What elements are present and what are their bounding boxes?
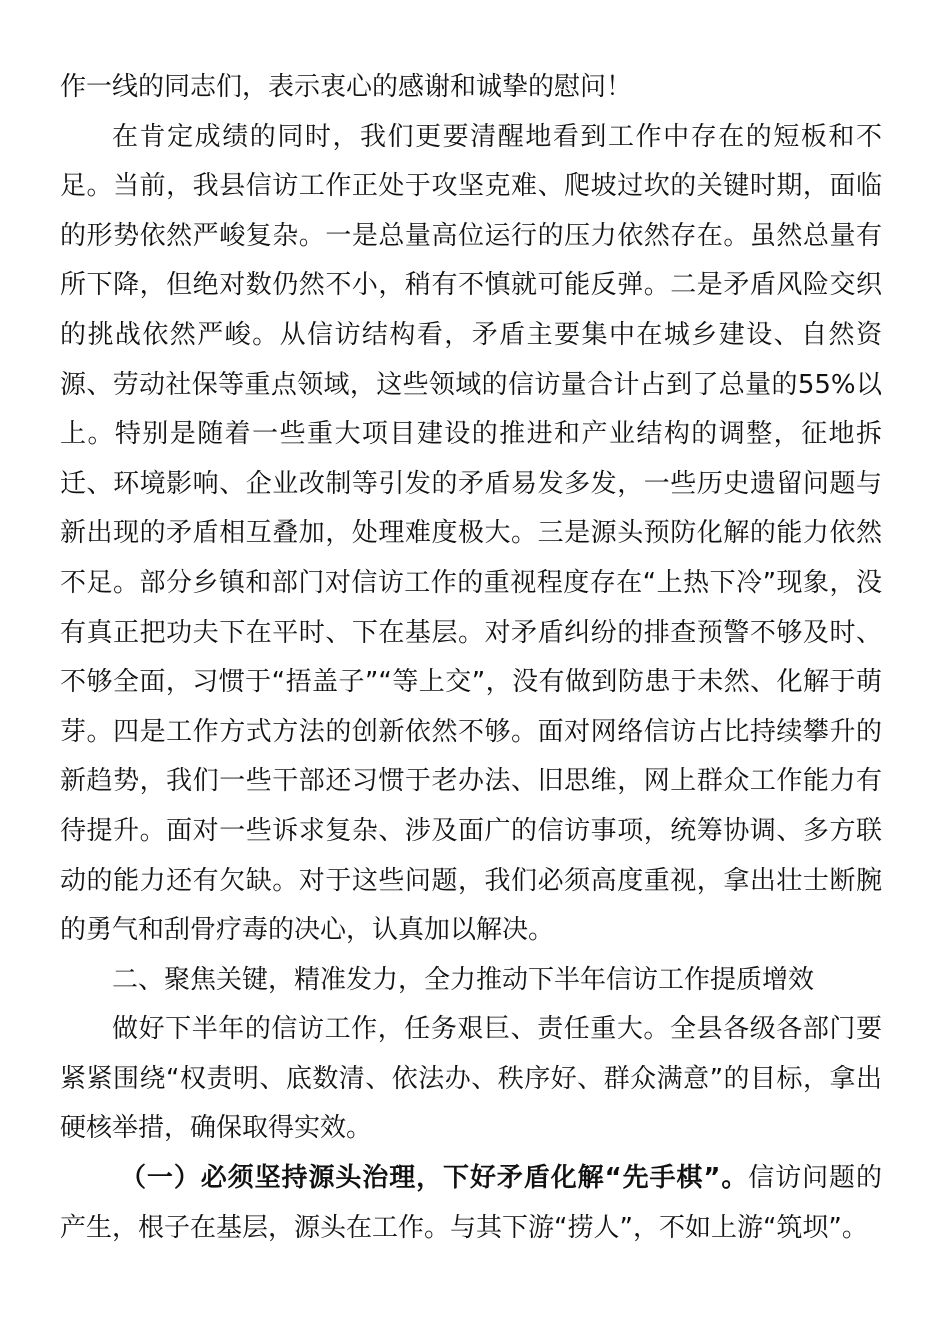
paragraph-shortcomings: 在肯定成绩的同时，我们更要清醒地看到工作中存在的短板和不足。当前，我县信访工作正处于攻坚克难、爬坡过坎的关键时期，面临的形势依然严峻复杂。一是总量高位运行的压力依然存在。虽然总量有所下降，但绝对数仍然不小，稍有不慎就可能反弹。二是矛盾风险交织的挑战依然严峻。从信访结构看，矛盾主要集中在城乡建设、自然资源、劳动社保等重点领域，这些领域的信访量合计占到了总量的55%以上。特别是随着一些重大项目建设的推进和产业结构的调整，征地拆迁、环境影响、企业改制等引发的矛盾易发多发，一些历史遗留问题与新出现的矛盾相互叠加，处理难度极大。三是源头预防化解的能力依然不足。部分乡镇和部门对信访工作的重视程度存在“上热下冷”现象，没有真正把功夫下在平时、下在基层。对矛盾纠纷的排查预警不够及时、不够全面，习惯于“捂盖子”“等上交”，没有做到防患于未然、化解于萌芽。四是工作方式方法的创新依然不够。面对网络信访占比持续攀升的新趋势，我们一些干部还习惯于老办法、旧思维，网上群众工作能力有待提升。面对一些诉求复杂、涉及面广的信访事项，统筹协调、多方联动的能力还有欠缺。对于这些问题，我们必须高度重视，拿出壮士断腕的勇气和刮骨疗毒的决心，认真加以解决。: [60, 121, 882, 946]
paragraph-continuation: 作一线的同志们，表示衷心的感谢和诚挚的慰问！: [60, 72, 633, 102]
subheading-1-text: 信访问题的产生，根子在基层，源头在工作。与其下游“捞人”，不如上游“筑坝”。: [60, 1163, 882, 1243]
subheading-1: （一）必须坚持源头治理，下好矛盾化解“先手棋”。: [120, 1163, 749, 1194]
document-body: [60, 63, 882, 1253]
section-heading-2: 二、聚焦关键，精准发力，全力推动下半年信访工作提质增效: [112, 964, 815, 995]
paragraph-tasks: 做好下半年的信访工作，任务艰巨、责任重大。全县各级各部门要紧紧围绕“权责明、底数清、依法办、秩序好、群众满意”的目标，拿出硬核举措，确保取得实效。: [60, 1014, 882, 1144]
paragraph-source-governance: [60, 1154, 882, 1253]
